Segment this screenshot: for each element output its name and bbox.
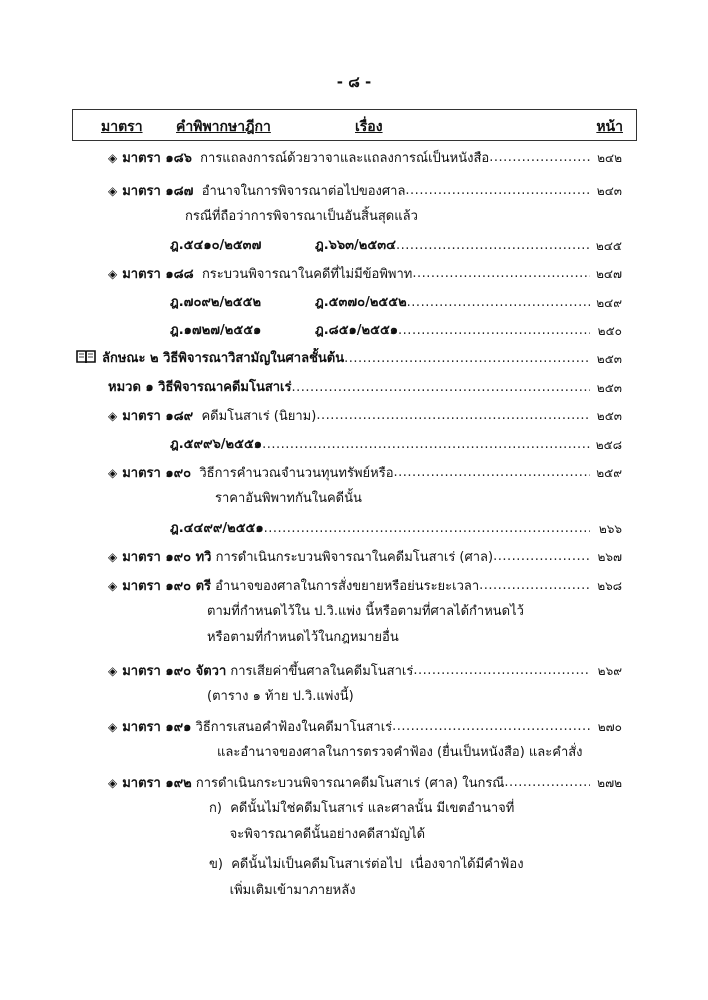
section-label: มาตรา ๑๙๐ ทวิ [122,550,212,565]
toc-entry-part[interactable] [0,348,708,370]
leader-dots [412,263,590,286]
page-ref: ๒๕๓ [596,381,622,395]
entry-title: อำนาจในการพิจารณาต่อไปของศาล [201,184,406,199]
section-label: มาตรา ๑๙๑ [122,720,192,735]
judgment-ref: ฎ.๗๐๙๒/๒๕๕๒ [170,295,262,310]
section-label: มาตรา ๑๙๒ [122,776,192,791]
leader-dots [489,147,590,170]
page-ref: ๒๔๒ [597,151,622,165]
toc-entry[interactable] [0,660,708,682]
judgment-ref: ฎ.๖๖๓/๒๕๓๔ [315,238,396,253]
leader-dots [262,434,590,456]
diamond-bullet-icon: ◈ [108,664,118,678]
page-ref: ๒๕๘ [595,438,622,452]
toc-entry-judgments[interactable] [0,518,708,540]
toc-entry-judgments[interactable] [0,320,708,342]
section-label: มาตรา ๑๙๐ จัตวา [122,664,227,679]
toc-entry-chapter[interactable] [0,377,708,399]
toc-entry[interactable] [0,180,708,202]
diamond-bullet-icon: ◈ [108,409,118,423]
leader-dots [396,235,590,257]
book-icon [76,350,96,364]
page-ref: ๒๕๙ [596,466,622,480]
diamond-bullet-icon: ◈ [108,151,118,165]
diamond-bullet-icon: ◈ [108,267,118,281]
judgment-ref: ฎ.๘๕๑/๒๕๕๑ [315,323,399,338]
part-title: ลักษณะ ๒ วิธีพิจารณาวิสามัญในศาลชั้นต้น [102,351,345,366]
toc-entry-judgments[interactable] [0,292,708,314]
toc-entry[interactable] [0,772,708,794]
judgment-ref: ฎ.๕๔๑๐/๒๕๓๗ [170,238,262,253]
diamond-bullet-icon: ◈ [108,776,118,790]
entry-continuation: ก) คดีนั้นไม่ใช่คดีมโนสาเร่ และศาลนั้น มีเขตอำนาจที่ [209,801,515,816]
header-judgment: คำพิพากษาฎีกา [176,119,271,135]
diamond-bullet-icon: ◈ [108,579,118,593]
section-label: มาตรา ๑๙๐ ตรี [122,579,212,594]
toc-entry-judgments[interactable] [0,434,708,456]
leader-dots [344,348,590,370]
page-ref: ๒๖๗ [597,550,622,564]
judgment-ref: ฎ.๕๙๙๖/๒๕๕๑ [170,437,263,452]
leader-dots [398,320,590,342]
leader-dots [405,180,590,203]
entry-continuation: หรือตามที่กำหนดไว้ในกฎหมายอื่น [207,630,399,645]
leader-dots [407,292,590,314]
leader-dots [504,772,590,795]
diamond-bullet-icon: ◈ [108,720,118,734]
toc-entry[interactable] [0,405,708,427]
judgment-ref: ฎ.๑๗๒๗/๒๕๕๑ [170,323,262,338]
toc-entry[interactable] [0,263,708,285]
leader-dots [292,377,591,399]
entry-title: การแถลงการณ์ด้วยวาจาและแถลงการณ์เป็นหนังสือ [200,151,490,166]
page-ref: ๒๔๙ [596,296,622,310]
entry-title: กระบวนพิจารณาในคดีที่ไม่มีข้อพิพาท [201,267,413,282]
entry-title: คดีมโนสาเร่ (นิยาม) [201,409,317,424]
diamond-bullet-icon: ◈ [108,466,118,480]
leader-dots [394,462,590,485]
entry-title: อำนาจของศาลในการสั่งขยายหรือย่นระยะเวลา [215,579,480,594]
leader-dots [264,518,590,540]
toc-entry[interactable] [0,575,708,597]
entry-continuation: ข) คดีนั้นไม่เป็นคดีมโนสาเร่ต่อไป เนื่องจากได้มีคำฟ้อง [209,857,524,872]
section-label: มาตรา ๑๘๖ [122,151,192,166]
chapter-title: หมวด ๑ วิธีพิจารณาคดีมโนสาเร่ [108,380,292,395]
leader-dots [479,575,590,598]
entry-title: วิธีการคำนวณจำนวนทุนทรัพย์หรือ [199,466,394,481]
toc-header [72,109,637,141]
section-label: มาตรา ๑๘๙ [122,409,194,424]
page-ref: ๒๔๕ [595,239,622,253]
page-ref: ๒๗๐ [597,720,622,734]
diamond-bullet-icon: ◈ [108,550,118,564]
header-subject: เรื่อง [355,119,383,135]
page-ref: ๒๗๒ [597,776,622,790]
entry-title: การเสียค่าขึ้นศาลในคดีมโนสาเร่ [230,664,414,679]
section-label: มาตรา ๑๘๗ [122,184,194,199]
toc-entry[interactable] [0,716,708,738]
entry-continuation: กรณีที่ถือว่าการพิจารณาเป็นอันสิ้นสุดแล้ว [185,209,418,224]
leader-dots [392,716,590,739]
toc-entry[interactable] [0,462,708,484]
page-ref: ๒๖๙ [597,664,622,678]
leader-dots [316,405,590,428]
entry-continuation: และอำนาจของศาลในการตรวจคำฟ้อง (ยื่นเป็นหนังสือ) และคำสั่ง [217,745,583,760]
entry-title: วิธีการเสนอคำฟ้องในคดีมาโนสาเร่ [195,720,393,735]
entry-continuation: ราคาอันพิพาทกันในคดีนั้น [215,491,362,506]
page-ref: ๒๔๓ [596,184,622,198]
header-section: มาตรา [101,119,143,135]
page-ref: ๒๖๖ [598,522,622,536]
leader-dots [493,546,590,569]
leader-dots [413,660,590,683]
page-ref: ๒๖๘ [597,579,622,593]
entry-title: การดำเนินกระบวนพิจารณาคดีมโนสาเร่ (ศาล) ในกรณี [195,776,505,791]
entry-continuation: (ตาราง ๑ ท้าย ป.วิ.แพ่งนี้) [207,689,354,704]
toc-entry-judgments[interactable] [0,235,708,257]
entry-continuation: ตามที่กำหนดไว้ใน ป.วิ.แพ่ง นี้หรือตามที่ศาลได้กำหนดไว้ [207,604,524,619]
judgment-ref: ฎ.๔๔๙๙/๒๕๕๑ [170,521,264,536]
toc-entry[interactable] [0,147,708,169]
header-page: หน้า [596,119,623,135]
toc-entry[interactable] [0,546,708,568]
page-number: - ๘ - [336,73,372,91]
section-label: มาตรา ๑๘๘ [122,267,194,282]
diamond-bullet-icon: ◈ [108,184,118,198]
entry-continuation: เพิ่มเติมเข้ามาภายหลัง [209,883,356,898]
judgment-ref: ฎ.๕๓๗๐/๒๕๕๒ [315,295,407,310]
page-ref: ๒๕๓ [596,352,622,366]
page-ref: ๒๕๓ [596,409,622,423]
section-label: มาตรา ๑๙๐ [122,466,192,481]
entry-title: การดำเนินกระบวนพิจารณาในคดีมโนสาเร่ (ศาล) [215,550,494,565]
page-ref: ๒๕๐ [597,324,622,338]
entry-continuation: จะพิจารณาคดีนั้นอย่างคดีสามัญได้ [209,827,426,842]
page-ref: ๒๔๗ [595,267,622,281]
